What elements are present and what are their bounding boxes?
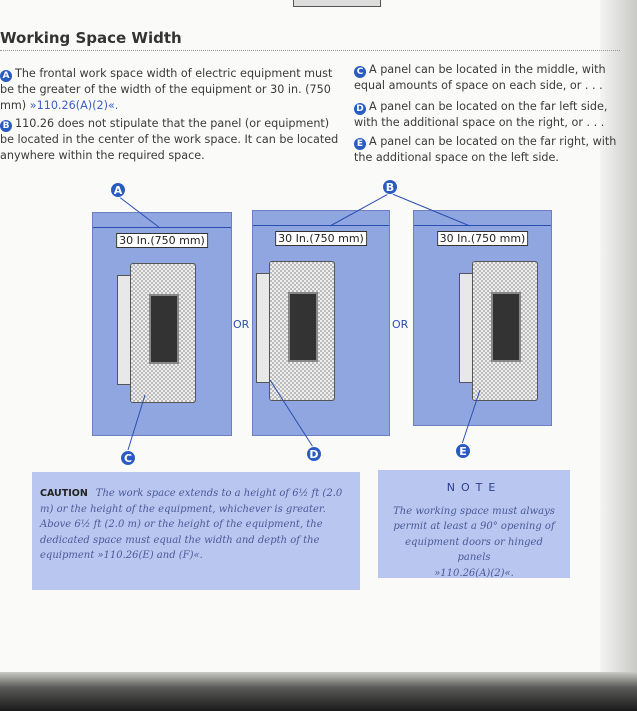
callout-a: A: [110, 182, 126, 198]
badge-d: D: [354, 103, 366, 115]
badge-b: B: [0, 120, 12, 132]
paragraph-c-text: A panel can be located in the middle, with equal amounts of space on each side, or . . .: [354, 63, 606, 92]
or-label: OR: [233, 318, 250, 331]
caution-label: CAUTION: [40, 488, 88, 499]
section-title: Working Space Width: [0, 29, 182, 47]
note-reference: »110.26(A)(2)«.: [434, 567, 514, 579]
dimension-label: 30 In.(750 mm): [116, 233, 208, 248]
paragraph-e-text: A panel can be located on the far right, with the additional space on the left side.: [354, 135, 617, 164]
paragraph-b-text: 110.26 does not stipulate that the panel (or equipment) be located in the center of the work space. It can be located anywhere within the required space.: [0, 117, 339, 162]
paragraph-a-text: The frontal work space width of electric equipment must be the greater of the width of the equipment or 30 in. (750 mm): [0, 67, 333, 112]
badge-a: A: [0, 70, 12, 82]
badge-e: E: [354, 138, 366, 150]
caution-reference: »110.26(E) and (F)«.: [97, 550, 203, 561]
callout-d: D: [306, 446, 322, 462]
note-box: [378, 470, 570, 578]
caution-text: The work space extends to a height of 6½ ft (2.0 m) or the height of the equipment, whichever is greater. Above 6½ ft (2.0 m) or the height of the equipment, the dedicated space must equal the width and depth of the equipment: [40, 488, 343, 561]
dimension-label: 30 In.(750 mm): [275, 231, 367, 246]
or-label: OR: [392, 318, 409, 331]
note-heading: NOTE: [446, 481, 502, 494]
code-reference: »110.26(A)(2)«.: [29, 99, 119, 112]
callout-c: C: [120, 450, 136, 466]
note-text: The working space must always permit at least a 90° opening of equipment doors or hinged panels: [393, 505, 555, 563]
callout-e: E: [455, 443, 471, 459]
dimension-label: 30 In.(750 mm): [437, 231, 529, 246]
badge-c: C: [354, 66, 366, 78]
callout-b: B: [382, 179, 398, 195]
paragraph-d-text: A panel can be located on the far left side, with the additional space on the right, or . . .: [354, 100, 608, 129]
caution-box: [32, 472, 360, 590]
